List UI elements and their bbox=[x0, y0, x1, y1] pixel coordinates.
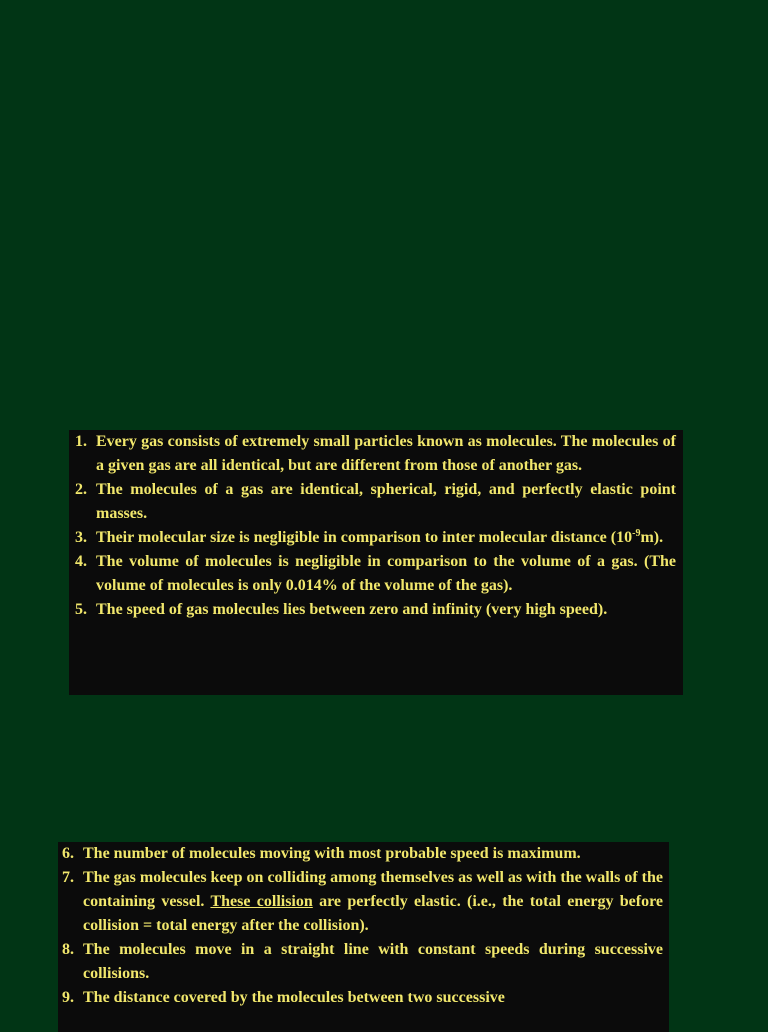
item-number: 7. bbox=[62, 869, 74, 886]
item-text: The molecules move in a straight line with constant speeds during successive collisions. bbox=[83, 941, 663, 982]
item-text-part: are perfectly elastic. (i.e., the total energy before collision = total energy after the collision). bbox=[83, 893, 663, 934]
list-item bbox=[62, 866, 663, 938]
item-number: 1. bbox=[75, 433, 87, 450]
item-number: 6. bbox=[62, 845, 74, 862]
list-item bbox=[75, 550, 676, 598]
underlined-phrase: These collision bbox=[210, 893, 313, 910]
item-number: 8. bbox=[62, 941, 74, 958]
item-text: Every gas consists of extremely small particles known as molecules. The molecules of a given gas are all identical, but are different from those of another gas. bbox=[96, 433, 676, 474]
item-text bbox=[83, 866, 663, 938]
postulates-box-1 bbox=[69, 430, 683, 695]
postulates-box-2 bbox=[58, 842, 669, 1032]
item-text: The molecules of a gas are identical, spherical, rigid, and perfectly elastic point masses. bbox=[96, 481, 676, 522]
item-text: The volume of molecules is negligible in comparison to the volume of a gas. (The volume of molecules is only 0.014% of the volume of the gas). bbox=[96, 553, 676, 594]
item-number: 5. bbox=[75, 601, 87, 618]
item-number: 3. bbox=[75, 529, 87, 546]
list-item bbox=[75, 598, 676, 622]
list-item bbox=[75, 430, 676, 478]
exponent: -9 bbox=[632, 528, 641, 539]
item-text-part: Their molecular size is negligible in comparison to inter molecular distance (10 bbox=[96, 529, 633, 546]
item-text bbox=[96, 526, 676, 550]
item-text-part: The gas molecules keep on colliding among themselves as well as with the walls of the containing vessel. bbox=[83, 869, 663, 910]
list-item bbox=[62, 842, 663, 866]
item-text: The distance covered by the molecules between two successive bbox=[83, 989, 505, 1006]
item-text-part: m). bbox=[640, 529, 664, 546]
item-number: 9. bbox=[62, 989, 74, 1006]
item-number: 2. bbox=[75, 481, 87, 498]
postulates-list-2 bbox=[62, 842, 663, 1010]
list-item bbox=[62, 938, 663, 986]
item-text: The number of molecules moving with most probable speed is maximum. bbox=[83, 845, 581, 862]
list-item bbox=[75, 526, 676, 550]
postulates-list-1 bbox=[75, 430, 676, 622]
item-number: 4. bbox=[75, 553, 87, 570]
item-text: The speed of gas molecules lies between zero and infinity (very high speed). bbox=[96, 601, 608, 618]
list-item bbox=[75, 478, 676, 526]
list-item bbox=[62, 986, 663, 1010]
